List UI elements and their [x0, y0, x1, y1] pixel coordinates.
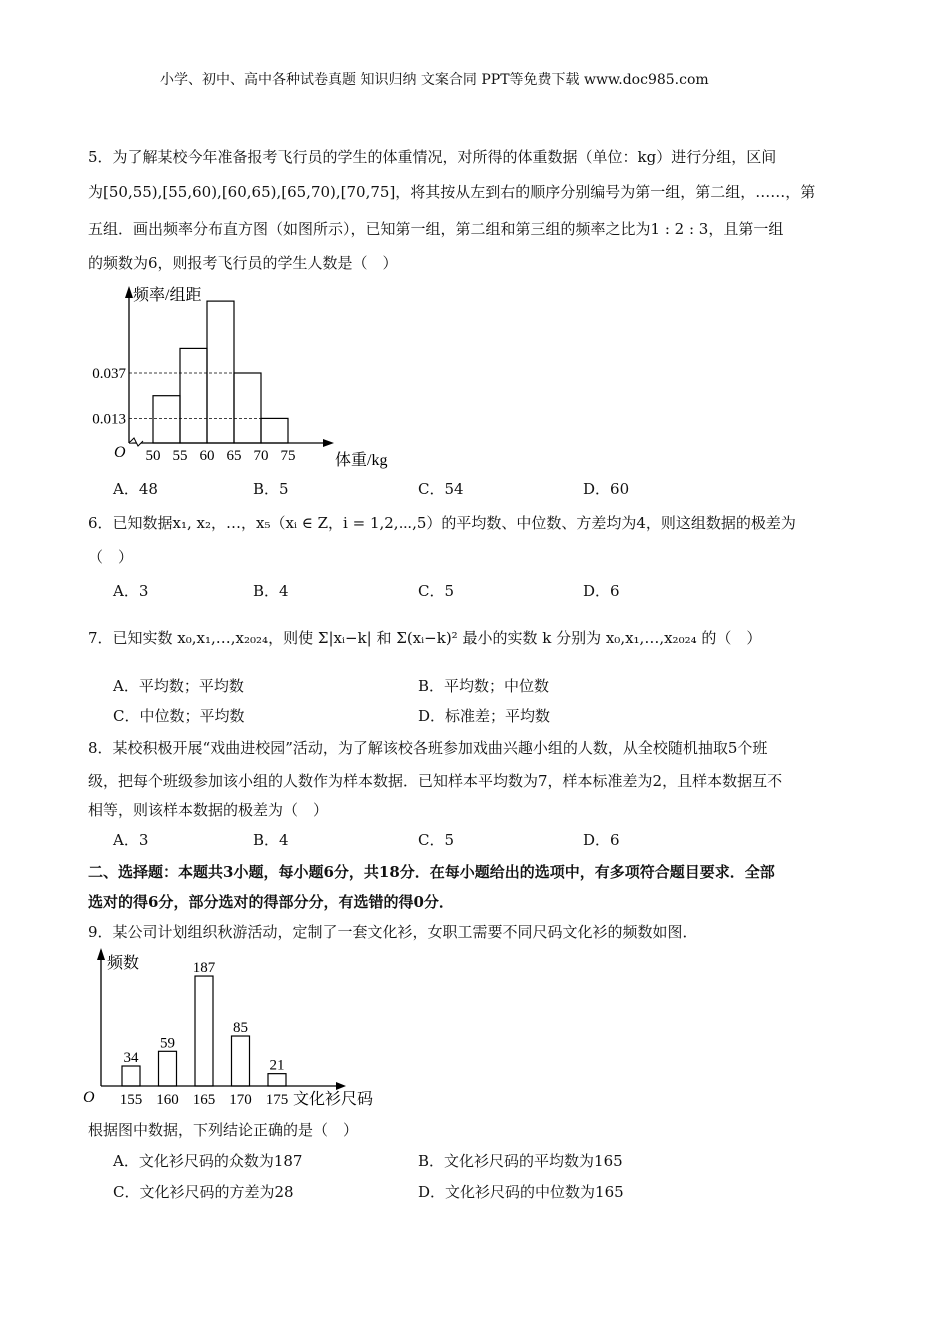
q9-option-b: B．文化衫尺码的平均数为165: [418, 1152, 623, 1170]
q8-line-1: 8．某校积极开展“戏曲进校园”活动，为了解该校各班参加戏曲兴趣小组的人数，从全校随机抽取5个班: [88, 739, 768, 757]
q6-line-1: 6．已知数据x₁, x₂，…，x₅（xᵢ ∈ Z，i = 1,2,⋯,5）的平均数、中位数、方差均为4，则这组数据的极差为: [88, 514, 796, 532]
bar: [122, 1066, 140, 1086]
bar: [159, 1051, 177, 1086]
q6-line-2: （ ）: [88, 548, 134, 566]
x-tick-label: 60: [199, 448, 215, 464]
q9-line: 9．某公司计划组织秋游活动，定制了一套文化衫，女职工需要不同尺码文化衫的频数如图．: [88, 923, 698, 941]
q8-option-b: B．4: [253, 831, 289, 849]
x-axis-label: 体重/kg: [335, 452, 388, 469]
q9-prompt: 根据图中数据，下列结论正确的是（ ）: [88, 1121, 359, 1139]
page-header: 小学、初中、高中各种试卷真题 知识归纳 文案合同 PPT等免费下载 www.doc985.com: [160, 72, 709, 88]
x-tick-label: 155: [119, 1092, 143, 1108]
x-tick-label: 75: [280, 448, 296, 464]
origin-label: O: [114, 444, 126, 461]
x-tick-label: 170: [229, 1092, 252, 1108]
bar: [268, 1074, 286, 1086]
q7-option-c: C．中位数；平均数: [113, 707, 245, 725]
x-tick-label: 50: [145, 448, 161, 464]
q6-option-c: C．5: [418, 582, 455, 600]
section-2-heading-line-2: 选对的得6分，部分选对的得部分分，有选错的得0分．: [88, 893, 454, 911]
origin-label: O: [83, 1089, 95, 1106]
data-label: 34: [123, 1050, 139, 1067]
x-tick-label: 70: [253, 448, 269, 464]
x-tick-label: 175: [265, 1092, 289, 1108]
weight-histogram: [80, 280, 388, 470]
x-tick-label: 65: [226, 448, 242, 464]
y-tick-label: 0.013: [92, 411, 126, 428]
q5-option-b: B．5: [253, 480, 289, 498]
q7-option-a: A．平均数；平均数: [113, 677, 244, 695]
data-label: 187: [192, 960, 216, 977]
histogram-bar: [234, 373, 261, 443]
q6-option-b: B．4: [253, 582, 289, 600]
q9-option-a: A．文化衫尺码的众数为187: [113, 1152, 303, 1170]
q8-option-a: A．3: [113, 831, 149, 849]
histogram-bar: [153, 396, 180, 443]
q8-line-2: 级，把每个班级参加该小组的人数作为样本数据．已知样本平均数为7，样本标准差为2，且样本数据互不: [88, 772, 783, 790]
q5-line-1: 5．为了解某校今年准备报考飞行员的学生的体重情况，对所得的体重数据（单位：kg）进行分组，区间: [88, 148, 777, 166]
data-label: 85: [233, 1020, 248, 1037]
bar: [232, 1036, 250, 1086]
axis-break-mark: [129, 438, 143, 446]
y-axis-arrow-icon: [97, 948, 105, 960]
q7-option-d: D．标准差；平均数: [418, 707, 551, 725]
q8-line-3: 相等，则该样本数据的极差为（ ）: [88, 801, 329, 819]
y-tick-label: 0.037: [92, 365, 126, 382]
q7-option-b: B．平均数；中位数: [418, 677, 550, 695]
q9-option-c: C．文化衫尺码的方差为28: [113, 1183, 294, 1201]
x-axis-arrow-icon: [336, 1082, 346, 1090]
q6-option-d: D．6: [583, 582, 620, 600]
q5-line-4: 的频数为6，则报考飞行员的学生人数是（ ）: [88, 254, 398, 272]
y-axis-arrow-icon: [125, 286, 133, 298]
x-axis-label: 文化衫尺码: [293, 1091, 374, 1108]
q5-line-3: 五组．画出频率分布直方图（如图所示），已知第一组，第二组和第三组的频率之比为1 : 2 : 3，且第一组: [88, 220, 784, 238]
q5-option-c: C．54: [418, 480, 464, 498]
tshirt-size-bar-chart: [80, 940, 400, 1110]
q8-option-d: D．6: [583, 831, 620, 849]
bar: [195, 976, 213, 1086]
x-axis-arrow-icon: [323, 439, 334, 447]
histogram-bar: [207, 301, 234, 443]
x-tick-label: 55: [172, 448, 188, 464]
q9-option-d: D．文化衫尺码的中位数为165: [418, 1183, 624, 1201]
x-tick-label: 165: [192, 1092, 216, 1108]
y-axis-label: 频数: [107, 955, 140, 972]
q7-line: 7．已知实数 x₀,x₁,…,x₂₀₂₄，则使 Σ|xᵢ−k| 和 Σ(xᵢ−k)² 最小的实数 k 分别为 x₀,x₁,…,x₂₀₂₄ 的（ ）: [88, 629, 762, 647]
histogram-bar: [180, 348, 207, 443]
q5-option-d: D．60: [583, 480, 630, 498]
q5-line-2: 为[50,55),[55,60),[60,65),[65,70),[70,75]，将其按从左到右的顺序分别编号为第一组，第二组，……，第: [88, 183, 816, 201]
data-label: 21: [269, 1057, 285, 1074]
q5-option-a: A．48: [113, 480, 158, 498]
q8-option-c: C．5: [418, 831, 455, 849]
section-2-heading-line-1: 二、选择题：本题共3小题，每小题6分，共18分．在每小题给出的选项中，有多项符合题目要求．全部: [88, 863, 775, 881]
histogram-bar: [261, 418, 288, 443]
q6-option-a: A．3: [113, 582, 149, 600]
data-label: 59: [160, 1035, 175, 1052]
y-axis-label: 频率/组距: [133, 287, 202, 304]
x-tick-label: 160: [156, 1092, 179, 1108]
